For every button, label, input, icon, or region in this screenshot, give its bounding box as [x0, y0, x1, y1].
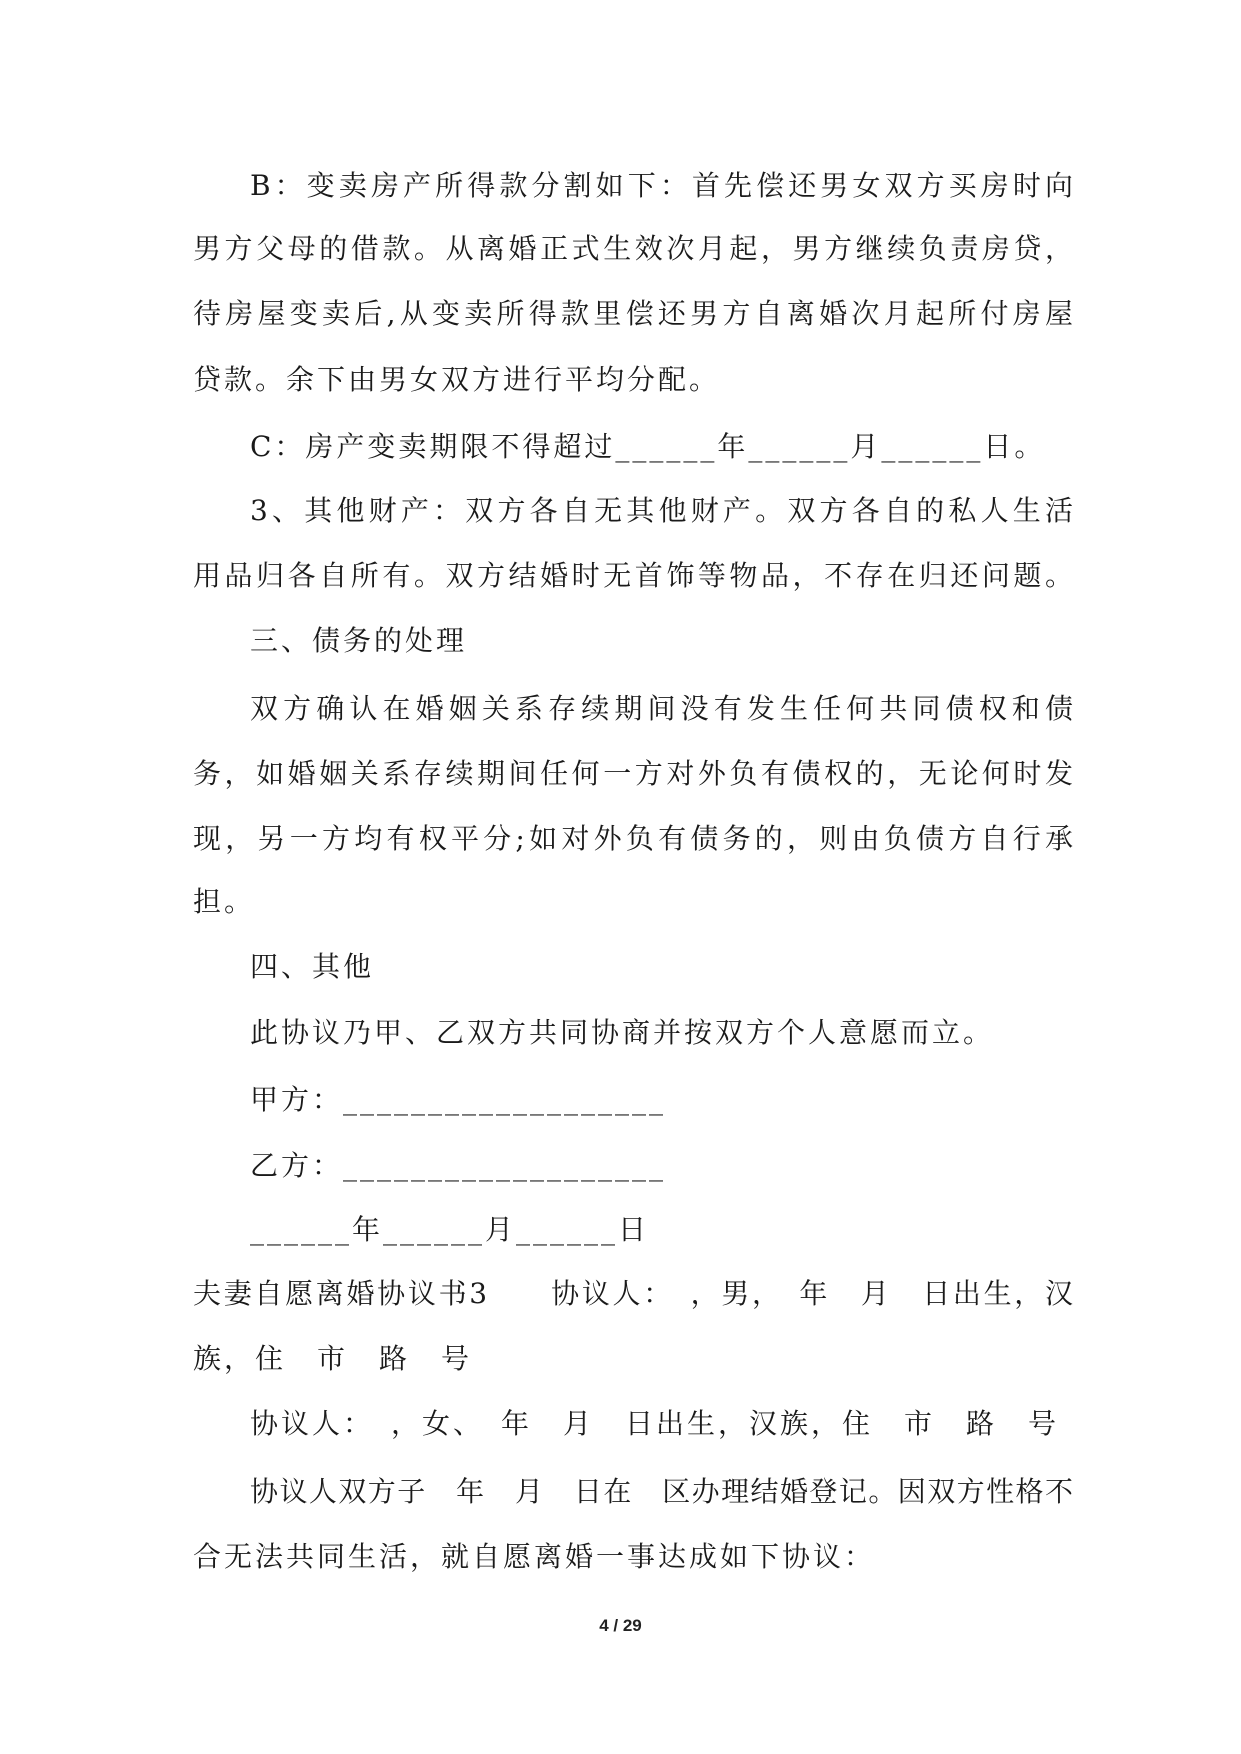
paragraph-line: 现，另一方均有权平分;如对外负有债务的，则由负债方自行承 [193, 822, 1073, 855]
paragraph-line: 合无法共同生活，就自愿离婚一事达成如下协议： [193, 1540, 876, 1573]
signature-date-line: ______年______月______日 [250, 1213, 650, 1246]
paragraph-line: 3、其他财产：双方各自无其他财产。双方各自的私人生活 [250, 494, 1073, 527]
page-number: 4 / 29 [599, 1616, 642, 1635]
paragraph-line: B：变卖房产所得款分割如下：首先偿还男女双方买房时向 [250, 169, 1073, 202]
paragraph-line: 双方确认在婚姻关系存续期间没有发生任何共同债权和债 [250, 692, 1073, 725]
paragraph-line: 夫妻自愿离婚协议书3 协议人： ，男， 年 月 日出生，汉 [193, 1277, 1073, 1310]
paragraph-agreement-statement: 此协议乃甲、乙双方共同协商并按双方个人意愿而立。 [250, 1016, 995, 1049]
paragraph-line: 族，住 市 路 号 [193, 1342, 473, 1375]
paragraph-line: 协议人双方子 年 月 日在 区办理结婚登记。因双方性格不 [250, 1475, 1073, 1508]
paragraph-line: 用品归各自所有。双方结婚时无首饰等物品，不存在归还问题。 [193, 559, 1073, 592]
party-b-signature-line: 乙方：___________________ [250, 1149, 667, 1182]
paragraph-line: 待房屋变卖后,从变卖所得款里偿还男方自离婚次月起所付房屋 [193, 297, 1073, 330]
paragraph-party-2: 协议人： ，女、 年 月 日出生，汉族，住 市 路 号 [250, 1407, 1060, 1440]
paragraph-line: 务，如婚姻关系存续期间任何一方对外负有债权的，无论何时发 [193, 757, 1073, 790]
section-heading-other: 四、其他 [250, 950, 375, 983]
paragraph-line: C：房产变卖期限不得超过______年______月______日。 [250, 430, 1046, 463]
paragraph-line: 男方父母的借款。从离婚正式生效次月起，男方继续负责房贷， [193, 232, 1073, 265]
section-heading-debts: 三、债务的处理 [250, 624, 468, 657]
party-a-signature-line: 甲方：___________________ [250, 1083, 667, 1116]
paragraph-line: 担。 [193, 885, 256, 918]
paragraph-line: 贷款。余下由男女双方进行平均分配。 [193, 363, 721, 396]
